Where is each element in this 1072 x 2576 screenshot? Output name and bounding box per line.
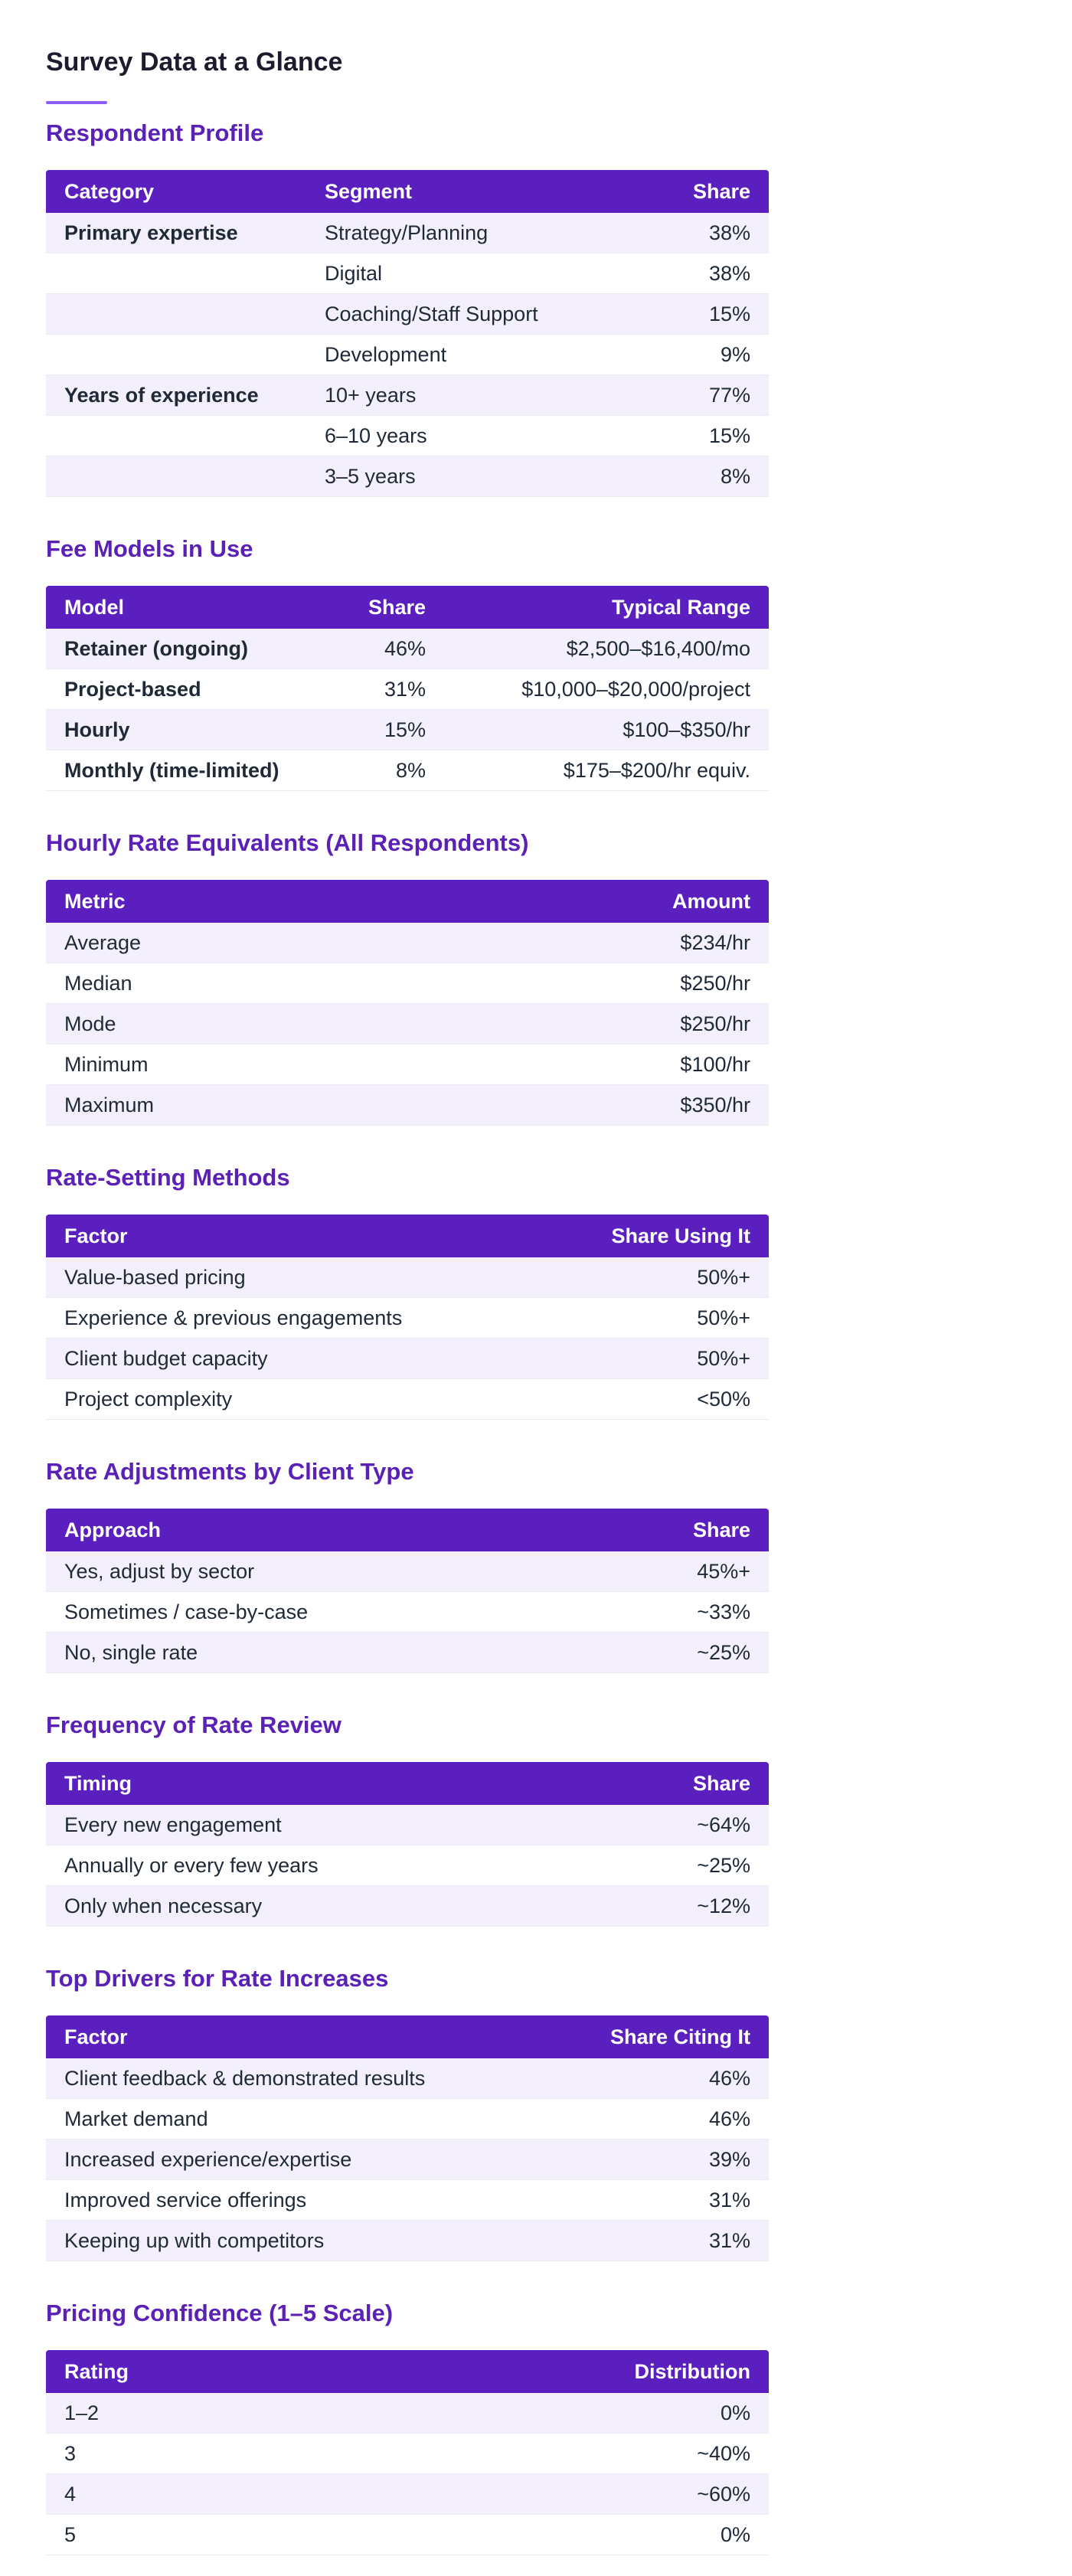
share-cell: 15% [628, 416, 769, 456]
rating-cell: 4 [46, 2474, 334, 2515]
table-header-row [46, 1214, 769, 1257]
rating-cell: 5 [46, 2515, 334, 2555]
column-header: Share [692, 1771, 750, 1795]
respondent-profile-section [46, 118, 769, 497]
table-row [46, 710, 769, 750]
client-adjustments-section [46, 1456, 769, 1673]
table-row [46, 1257, 769, 1298]
column-header: Category [64, 179, 155, 203]
column-header: Typical Range [611, 595, 750, 619]
approach-cell: Sometimes / case-by-case [46, 1592, 587, 1633]
fee-models-section [46, 534, 769, 791]
share-cell: 8% [306, 750, 444, 791]
share-cell: 39% [546, 2140, 769, 2180]
column-header: Factor [64, 1224, 128, 1247]
column-header: Timing [64, 1771, 132, 1795]
range-cell: $175–$200/hr equiv. [444, 750, 769, 791]
table-row [46, 2474, 769, 2515]
table-header-row [46, 2350, 769, 2393]
category-cell [46, 294, 306, 335]
table-row [46, 456, 769, 497]
column-header: Model [64, 595, 124, 619]
amount-cell: $234/hr [425, 923, 769, 963]
increase-drivers-section [46, 1963, 769, 2261]
share-cell: 50%+ [538, 1298, 769, 1339]
category-cell: Primary expertise [46, 213, 306, 253]
segment-cell: Strategy/Planning [306, 213, 628, 253]
timing-cell: Annually or every few years [46, 1845, 592, 1886]
rate-setting-section [46, 1162, 769, 1420]
amount-cell: $250/hr [425, 963, 769, 1004]
model-cell: Project-based [46, 669, 306, 710]
table-row [46, 2515, 769, 2555]
table-row [46, 2434, 769, 2474]
respondent-profile-heading: Respondent Profile [46, 119, 264, 146]
rate-setting-heading: Rate-Setting Methods [46, 1164, 290, 1191]
pricing-confidence-section [46, 2298, 769, 2555]
timing-cell: Only when necessary [46, 1886, 592, 1927]
table-header-row [46, 170, 769, 213]
table-row [46, 2393, 769, 2434]
share-cell: <50% [538, 1379, 769, 1420]
factor-cell: Value-based pricing [46, 1257, 538, 1298]
share-cell: 31% [306, 669, 444, 710]
metric-cell: Mode [46, 1004, 425, 1044]
table-row [46, 1379, 769, 1420]
table-row [46, 1044, 769, 1085]
category-cell: Years of experience [46, 375, 306, 416]
amount-cell: $100/hr [425, 1044, 769, 1085]
amount-cell: $350/hr [425, 1085, 769, 1126]
hourly-rates-heading: Hourly Rate Equivalents (All Respondents) [46, 829, 529, 856]
approach-cell: Yes, adjust by sector [46, 1551, 587, 1592]
share-cell: ~25% [587, 1633, 769, 1673]
column-header: Share Using It [611, 1224, 750, 1247]
approach-cell: No, single rate [46, 1633, 587, 1673]
metric-cell: Minimum [46, 1044, 425, 1085]
table-header-row [46, 2015, 769, 2058]
factor-cell: Project complexity [46, 1379, 538, 1420]
table-row [46, 1886, 769, 1927]
table-row [46, 213, 769, 253]
category-cell [46, 335, 306, 375]
column-header: Share [692, 1518, 750, 1541]
share-cell: 9% [628, 335, 769, 375]
table-row [46, 294, 769, 335]
segment-cell: Development [306, 335, 628, 375]
hourly-rates-section [46, 828, 769, 1126]
share-cell: 46% [306, 629, 444, 669]
column-header: Share Citing It [610, 2025, 750, 2048]
table-row [46, 2099, 769, 2140]
share-cell: 46% [546, 2058, 769, 2099]
table-row [46, 2058, 769, 2099]
hourly-rates-table [46, 880, 769, 1126]
rating-cell: 1–2 [46, 2393, 334, 2434]
factor-cell: Increased experience/expertise [46, 2140, 546, 2180]
metric-cell: Average [46, 923, 425, 963]
table-row [46, 1551, 769, 1592]
range-cell: $10,000–$20,000/project [444, 669, 769, 710]
share-cell: ~64% [592, 1805, 769, 1845]
column-header: Distribution [634, 2359, 750, 2383]
column-header: Segment [325, 179, 413, 203]
share-cell: 15% [306, 710, 444, 750]
category-cell [46, 416, 306, 456]
table-header-row [46, 880, 769, 923]
table-row [46, 416, 769, 456]
segment-cell: Digital [306, 253, 628, 294]
column-header: Amount [672, 889, 750, 913]
table-row [46, 1633, 769, 1673]
segment-cell: Coaching/Staff Support [306, 294, 628, 335]
fee-models-table [46, 586, 769, 791]
model-cell: Hourly [46, 710, 306, 750]
table-row [46, 963, 769, 1004]
share-cell: 31% [546, 2221, 769, 2261]
category-cell [46, 253, 306, 294]
increase-drivers-table [46, 2015, 769, 2261]
factor-cell: Keeping up with competitors [46, 2221, 546, 2261]
column-header: Share [368, 595, 426, 619]
segment-cell: 3–5 years [306, 456, 628, 497]
table-row [46, 253, 769, 294]
title-underline [46, 101, 107, 104]
table-header-row [46, 1762, 769, 1805]
segment-cell: 10+ years [306, 375, 628, 416]
column-header: Metric [64, 889, 126, 913]
column-header: Rating [64, 2359, 129, 2383]
share-cell: 31% [546, 2180, 769, 2221]
distribution-cell: ~60% [334, 2474, 769, 2515]
table-row [46, 1592, 769, 1633]
share-cell: 8% [628, 456, 769, 497]
distribution-cell: 0% [334, 2515, 769, 2555]
factor-cell: Client budget capacity [46, 1339, 538, 1379]
client-adjustments-heading: Rate Adjustments by Client Type [46, 1458, 414, 1485]
table-row [46, 1085, 769, 1126]
factor-cell: Improved service offerings [46, 2180, 546, 2221]
share-cell: 45%+ [587, 1551, 769, 1592]
table-row [46, 750, 769, 791]
table-row [46, 669, 769, 710]
review-frequency-section [46, 1710, 769, 1927]
share-cell: 38% [628, 213, 769, 253]
review-frequency-table [46, 1762, 769, 1927]
table-row [46, 1805, 769, 1845]
table-row [46, 2180, 769, 2221]
client-adjustments-table [46, 1509, 769, 1673]
factor-cell: Client feedback & demonstrated results [46, 2058, 546, 2099]
share-cell: 50%+ [538, 1257, 769, 1298]
rate-setting-table [46, 1214, 769, 1420]
share-cell: ~25% [592, 1845, 769, 1886]
table-row [46, 1339, 769, 1379]
distribution-cell: 0% [334, 2393, 769, 2434]
metric-cell: Maximum [46, 1085, 425, 1126]
column-header: Share [692, 179, 750, 203]
segment-cell: 6–10 years [306, 416, 628, 456]
column-header: Factor [64, 2025, 128, 2048]
metric-cell: Median [46, 963, 425, 1004]
table-row [46, 375, 769, 416]
model-cell: Monthly (time-limited) [46, 750, 306, 791]
column-header: Approach [64, 1518, 162, 1541]
table-header-row [46, 1509, 769, 1551]
share-cell: 50%+ [538, 1339, 769, 1379]
range-cell: $100–$350/hr [444, 710, 769, 750]
share-cell: 15% [628, 294, 769, 335]
table-row [46, 2140, 769, 2180]
page-title: Survey Data at a Glance [46, 47, 343, 77]
category-cell [46, 456, 306, 497]
range-cell: $2,500–$16,400/mo [444, 629, 769, 669]
share-cell: ~33% [587, 1592, 769, 1633]
amount-cell: $250/hr [425, 1004, 769, 1044]
rating-cell: 3 [46, 2434, 334, 2474]
distribution-cell: ~40% [334, 2434, 769, 2474]
factor-cell: Market demand [46, 2099, 546, 2140]
pricing-confidence-table [46, 2350, 769, 2555]
table-row [46, 1004, 769, 1044]
timing-cell: Every new engagement [46, 1805, 592, 1845]
share-cell: 46% [546, 2099, 769, 2140]
respondent-profile-table [46, 170, 769, 497]
table-row [46, 2221, 769, 2261]
share-cell: ~12% [592, 1886, 769, 1927]
fee-models-heading: Fee Models in Use [46, 535, 253, 562]
review-frequency-heading: Frequency of Rate Review [46, 1711, 342, 1738]
increase-drivers-heading: Top Drivers for Rate Increases [46, 1965, 389, 1992]
table-row [46, 1298, 769, 1339]
pricing-confidence-heading: Pricing Confidence (1–5 Scale) [46, 2300, 394, 2326]
table-row [46, 335, 769, 375]
factor-cell: Experience & previous engagements [46, 1298, 538, 1339]
table-header-row [46, 586, 769, 629]
table-row [46, 629, 769, 669]
table-row [46, 923, 769, 963]
share-cell: 77% [628, 375, 769, 416]
share-cell: 38% [628, 253, 769, 294]
table-row [46, 1845, 769, 1886]
model-cell: Retainer (ongoing) [46, 629, 306, 669]
